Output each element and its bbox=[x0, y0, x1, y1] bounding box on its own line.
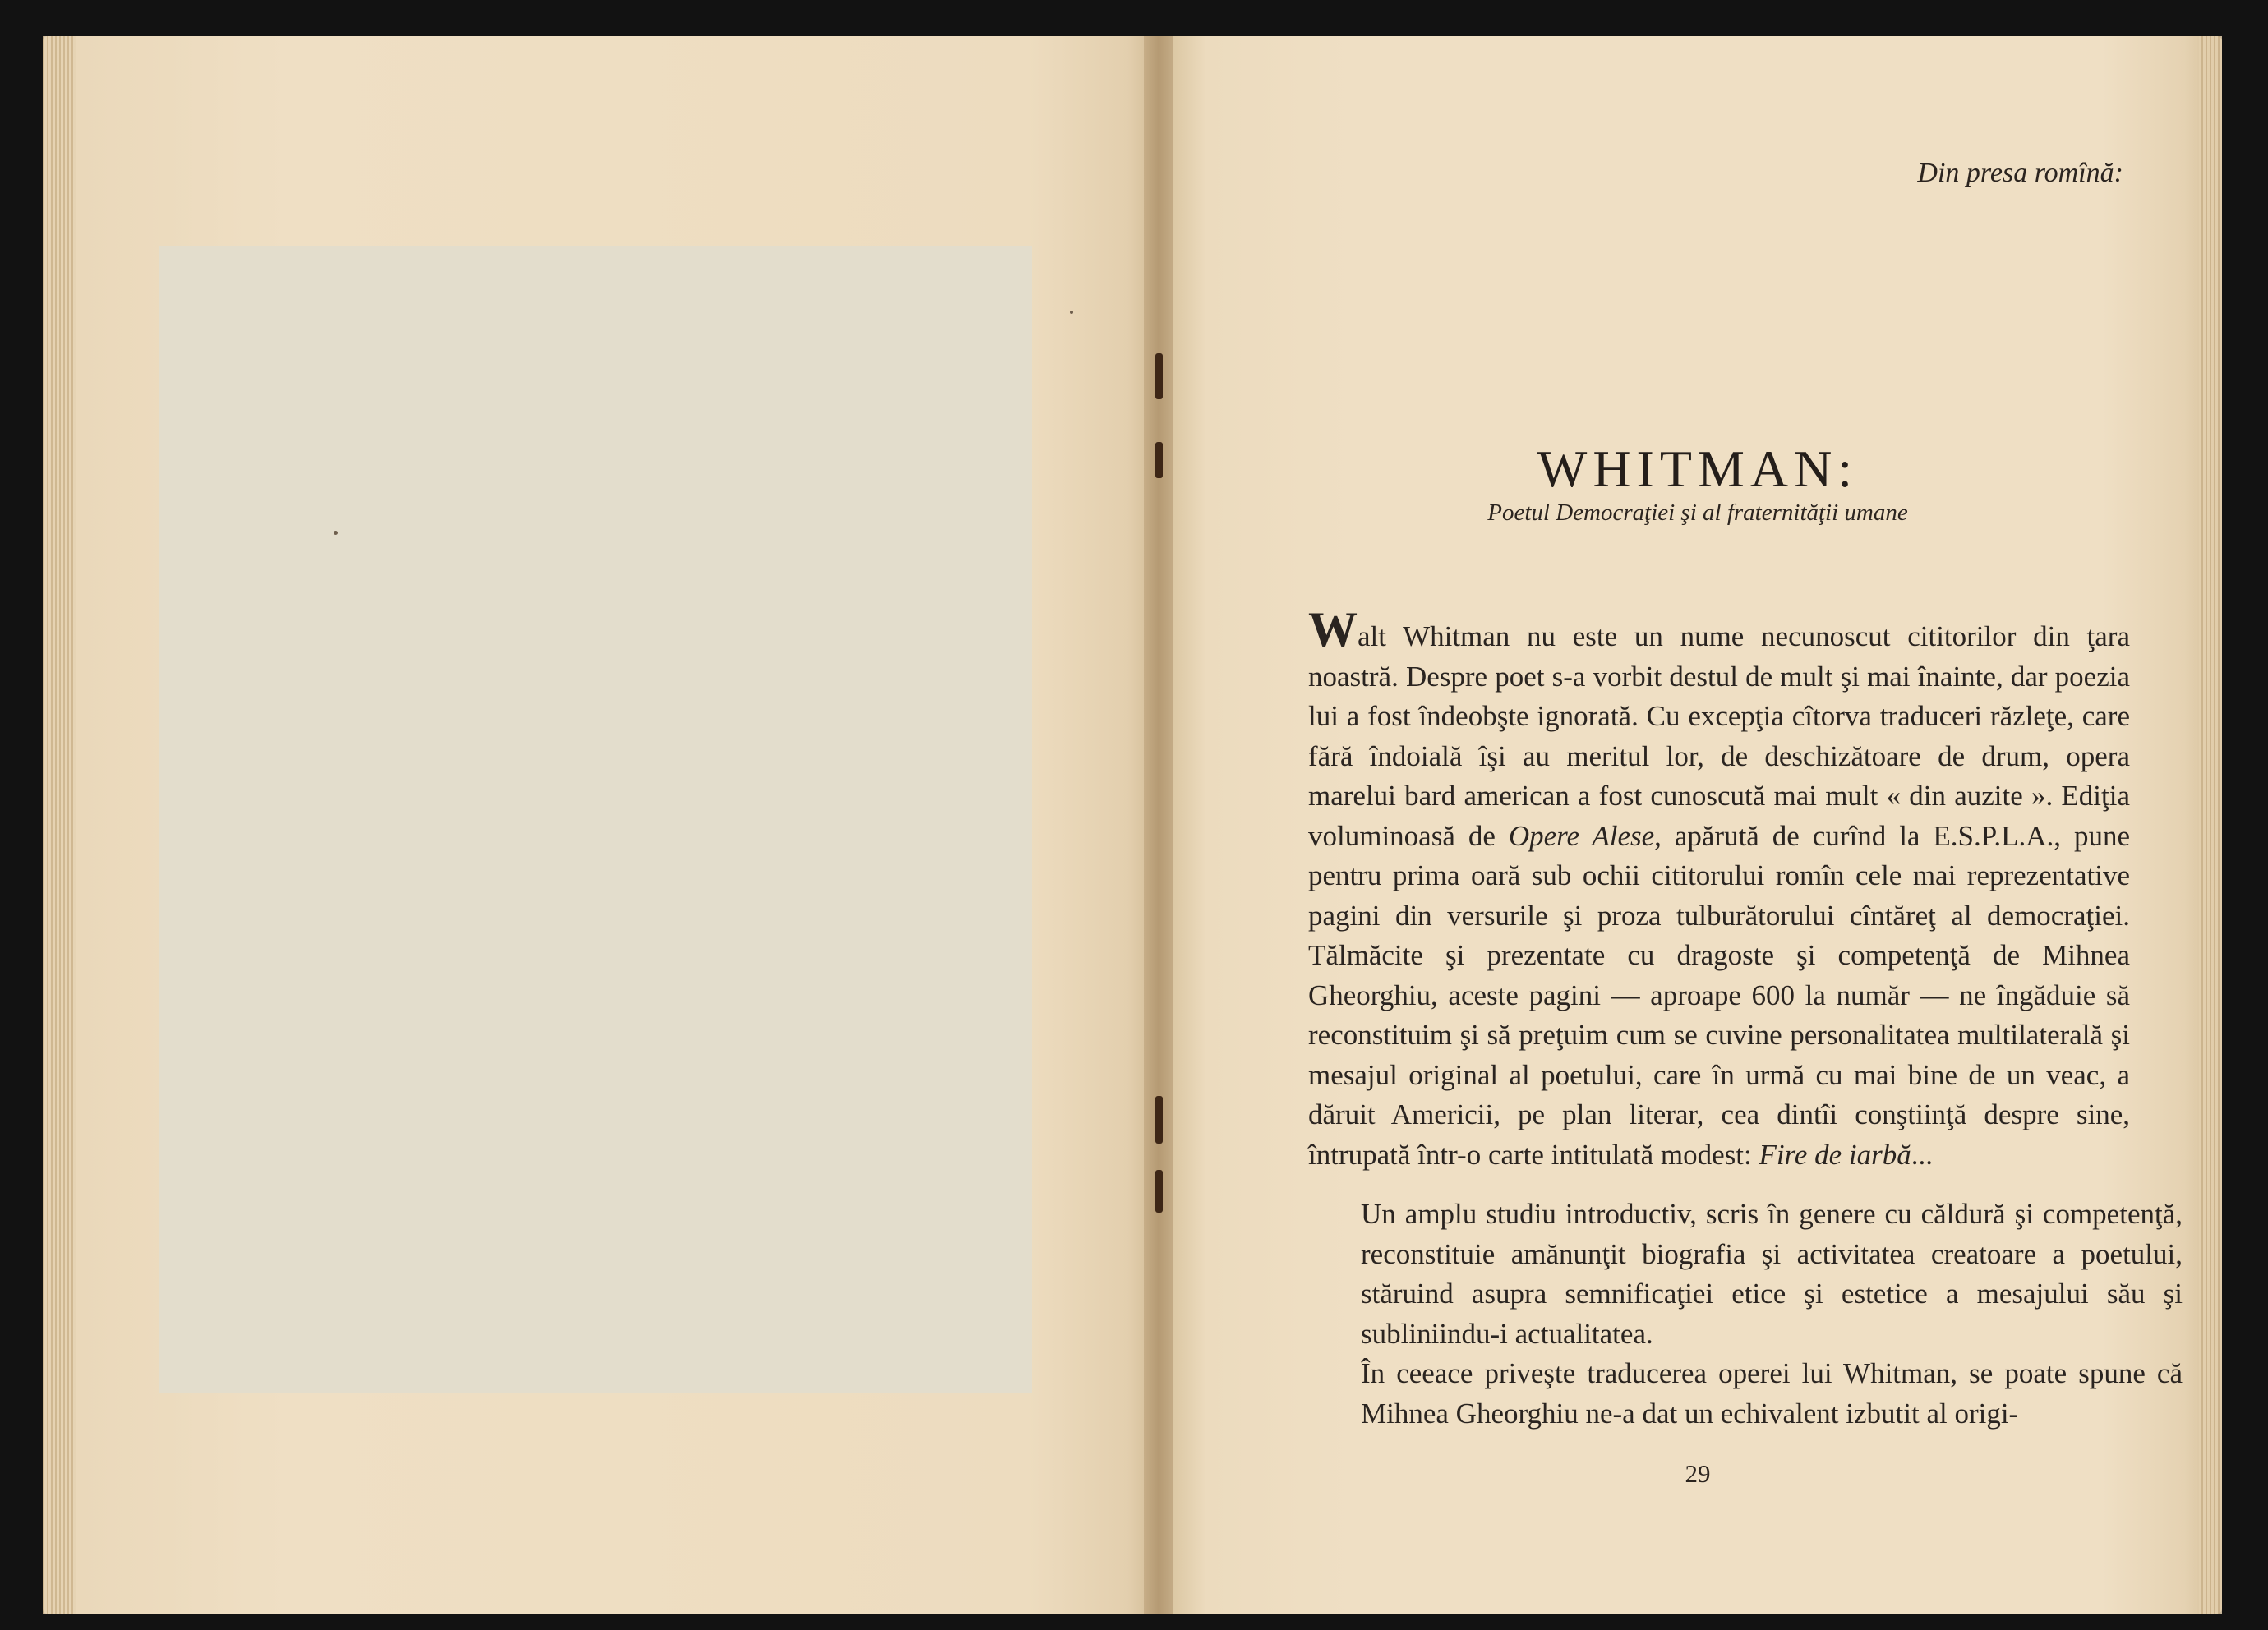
article-subtitle: Poetul Democraţiei şi al fraternităţii umane bbox=[1487, 500, 1908, 526]
article-title: WHITMAN: bbox=[1537, 440, 1859, 498]
open-book bbox=[43, 36, 2222, 1614]
paragraph-1-ellipsis: ... bbox=[1911, 1138, 1934, 1171]
binding-stitch bbox=[1155, 442, 1163, 478]
page-number: 29 bbox=[1685, 1459, 1711, 1488]
drop-cap: W bbox=[1308, 602, 1358, 656]
book-title-fire-de-iarba: Fire de iarbă bbox=[1759, 1138, 1911, 1171]
page-edges bbox=[2199, 36, 2222, 1614]
right-page bbox=[1173, 36, 2222, 1614]
paragraph-3: În ceeace priveşte traducerea operei lui Whitman, se poate spune că Mihnea Gheorghiu ne-a dat un echivalent izbutit al origi- bbox=[1361, 1357, 2183, 1430]
paragraph-1 bbox=[1308, 602, 2131, 1175]
blank-plate bbox=[159, 246, 1032, 1393]
binding-stitch bbox=[1155, 1096, 1163, 1144]
book-title-opere-alese: Opere Alese bbox=[1508, 819, 1655, 852]
paragraph-1-text-b: , apărută de curînd la E.S.P.L.A., pune pentru prima oară sub ochii cititorului romîn cele mai reprezentative pagini din versurile şi proza tulburătorului cîntăreţ al democraţiei. Tălmăcite şi prezentate cu dragoste şi competenţă de Mihnea Gheorghiu, aceste pagini — aproape 600 la număr — ne îngăduie să reconstituim şi să preţuim cum se cuvine personalitatea multilaterală şi mesajul original al poetului, care în urmă cu mai bine de un veac, a dăruit Americii, pe plan literar, cea dintîi conştiinţă despre sine, întrupată într-o carte intitulată modest: bbox=[1308, 819, 2131, 1171]
paper-speck bbox=[334, 531, 338, 535]
page-edges bbox=[43, 36, 76, 1614]
paragraph-1-text-a: alt Whitman nu este un nume necunoscut cititorilor din ţara noastră. Despre poet s-a vorbit destul de mult şi mai înainte, dar poezia lui a fost îndeobşte ignorată. Cu excepţia cîtorva traduceri răzleţe, care fără îndoială îşi au meritul lor, de deschizătoare de drum, opera marelui bard american a fost cunoscută mai mult « din auzite ». Ediţia voluminoasă de bbox=[1308, 620, 2130, 852]
left-page bbox=[43, 36, 1150, 1614]
binding-stitch bbox=[1155, 1170, 1163, 1213]
binding-stitch bbox=[1155, 353, 1163, 399]
paragraph-2: Un amplu studiu introductiv, scris în genere cu căldură şi competenţă, reconstituie amănunţit biografia şi activitatea creatoare a poetului, stăruind asupra semnificaţiei etice şi estetice a mesajului său şi subliniindu-i actualitatea. bbox=[1361, 1198, 2183, 1350]
paper-speck bbox=[1070, 311, 1073, 314]
running-head: Din presa romînă: bbox=[1917, 158, 2123, 188]
book-spine bbox=[1144, 36, 1177, 1614]
